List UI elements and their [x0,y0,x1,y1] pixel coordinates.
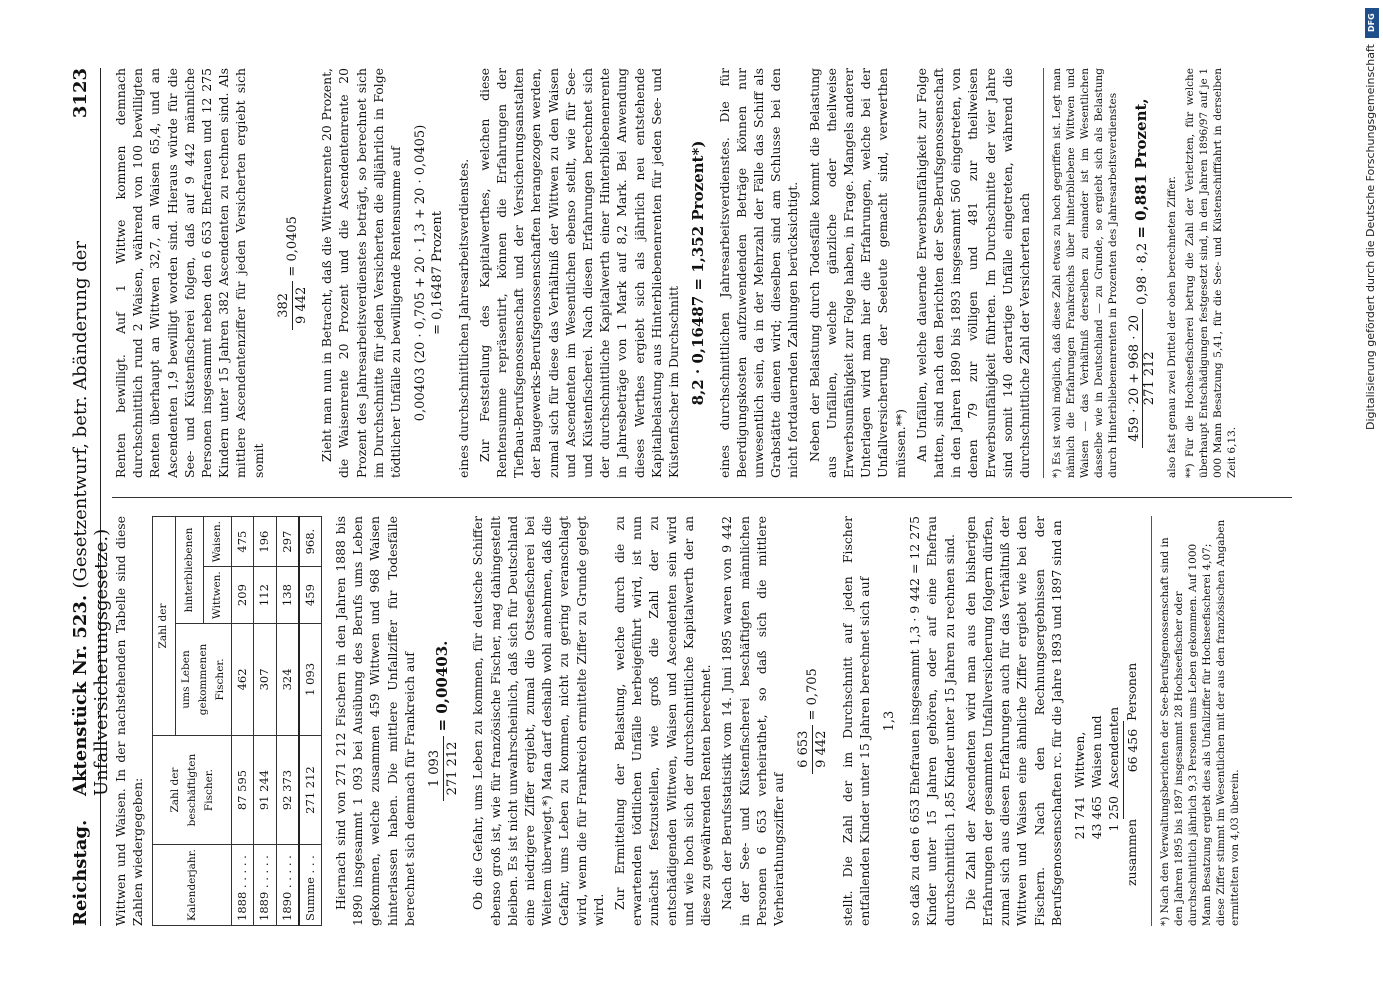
paragraph: eines durchschnittlichen Jahresarbeitsverdienstes. [455,158,471,478]
footnote [1043,68,1239,478]
table-row [254,517,276,926]
header-reichstag: Reichstag. [70,819,91,926]
footnote: *) Nach den Verwaltungsberichten der See-Berufsgenossenschaft sind in den Jahren 1895 bis 1897 insgesammt 28 Hochseefischer oder durchschnittlich jährlich 9,3 Personen ums Leben gekommen. Auf 1000 Mann Besatzung ergiebt dies als Unfallziffer für Hochseefischerei 4,07; diese Ziffer stimmt im Wesentlichen mit der aus den französischen Angaben ermittelten von 4,03 überein. [1151,516,1242,926]
table-row [276,517,299,926]
paragraph: so daß zu den 6 653 Ehefrauen insgesammt 1,3 · 9 442 = 12 275 Kinder unter 15 Jahren gehören, oder auf eine Ehefrau durchschnittlich 1,85 Kinder unter 15 Jahren zu rechnen sind. [907,516,957,926]
cell-employed: 92 373 [276,735,299,844]
denominator: 271 212 [445,741,461,796]
list-item-label: Wittwen, [1071,731,1087,788]
fishermen-statistics-table [152,516,322,926]
fraction [426,736,461,802]
denominator: 271 212 [1142,351,1158,406]
paragraph: An Unfällen, welche dauernde Erwerbsunfähigkeit zur Folge hatten, sind nach den Berichten der See-Berufsgenossenschaft in den Jahren 1890 bis 1893 insgesammt 560 eingetreten, von denen 79 zur völligen und 481 zur theilweisen Erwerbsunfähigkeit führten. Im Durchschnitte der vier Jahre sind somit 140 derartige Unfälle eingetreten, während die durchschnittliche Zahl der Versicherten nach [913,68,1032,478]
table-header-widows: Wittwen. [203,567,231,624]
list-total-label: zusammen [1123,818,1139,886]
table-header-group: Zahl der [153,517,175,736]
cell-year: 1888 . . . . . [232,845,254,926]
numerator: 382 [275,281,293,330]
table-header-orphans: Waisen. [203,517,231,567]
footnote-text: **) Für die Hochseefischerei betrug die Zahl der Verletzten, für welche überhaupt Entschädigungen festgesetzt sind, in den Jahren 1896/97 auf je 1 000 Mann Besatzung 5,41, für die See- und Küstenschifffahrt in derselben Zeit 6,13. [1184,68,1239,478]
formula-capital-burden: 8,2 · 0,16487 = 1,352 Prozent*) [689,140,708,406]
header-title [70,68,112,796]
paragraph: Hiernach sind von 271 212 Fischern in den Jahren 1888 bis 1890 insgesammt 1 093 bei Ausübung des Berufs ums Leben gekommen, welche zusammen 459 Wittwen und 968 Waisen hinterlassen haben. Die mittlere Unfallziffer für Todesfälle berechnet sich demnach für Frankreich auf [333,516,417,926]
list-total-unit: Personen [1123,662,1139,721]
list-item [1105,516,1122,886]
fraction [795,725,830,774]
cell-orphans: 196 [254,517,276,567]
paragraph: Zur Ermittelung der Belastung, welche durch die zu erwartenden tödtlichen Unfälle herbeigeführt wird, ist nun zunächst festzustellen, wie groß die Zahl der zu entschädigenden Wittwen, Waisen und Ascendenten sein wird und wie hoch sich der durchschnittliche Kapitalwerth der an diese zu gewährenden Renten berechnet. [612,516,714,926]
formula-result: = 0,00403. [433,640,452,732]
list-item [1071,516,1088,886]
paragraph: Zur Feststellung des Kapitalwerthes, welchen diese Rentensumme repräsentirt, können die Erfahrungen der Tiefbau-Berufsgenossenschaft und der Versicherungsanstalten der Baugewerks-Berufsgenossenschaften herangezogen werden, zumal sich für diese das Verhältniß der Wittwen zu den Waisen und Ascendenten im Wesentlichen ebenso stellt, wie für See- und Küstenfischerei. Nach diesen Erfahrungen berechnet sich der durchschnittliche Kapitalwerth einer Hinterbliebenenrente in Jahresbeträge von 1 Mark auf 8,2 Mark. Bei Anwendung dieses Werthes ergiebt sich als jährlich neu entstehende Kapitalbelastung aus Hinterbliebenenrenten für jeden See- und Küstenfischer im Durchschnitt [476,68,682,478]
formula-result: = 0,705 [805,668,821,721]
formula-result: = 0,0405 [285,216,301,277]
cell-employed: 91 244 [254,735,276,844]
column-divider [112,497,1292,498]
list-item-label: Waisen und [1089,715,1105,788]
paragraph: Zieht man nun in Betracht, daß die Wittwenrente 20 Prozent, die Waisenrente 20 Prozent und die Ascendentenrente 20 Prozent des Jahresarbeitsverdienstes beträgt, so berechnet sich im Durchschnitte für jeden Versicherten die alljährlich in Folge tödtlicher Unfälle zu bewilligende Rentensumme auf [319,68,404,478]
formula-marriage-rate [795,516,830,926]
paragraph: Renten bewilligt. Auf 1 Wittwe kommen demnach durchschnittlich rund 2 Waisen, während von 100 bewilligten Renten überhaupt an Wittwen 32,7, an Waisen 65,4, und an Ascendenten 1,9 bewilligt worden sind. Hieraus würde für die See- und Küstenfischerei folgen, daß auf 9 442 männliche Personen insgesammt neben den 6 653 Ehefrauen und 12 275 Kindern unter 15 Jahren 382 Ascendenten zu rechnen sind. Als mittlere Ascendentenziffer für jeden Versicherten ergiebt sich somit [113,68,266,478]
table-header-employed: Zahl der beschäftigten Fischer. [153,735,232,844]
table-header-killed: ums Leben gekommenen Fischer. [175,623,232,735]
table-row [232,517,254,926]
header-subtitle: (Gesetzentwurf, betr. Abänderung der Unfallversicherungsgesetze.) [70,241,112,796]
paragraph: Ob die Gefahr, ums Leben zu kommen, für deutsche Schiffer ebenso groß ist, wie für französische Fischer, mag dahingestellt bleiben. Es ist nicht unwahrscheinlich, daß sich für Deutschland eine niedrigere Ziffer ergiebt, zumal die Ostseefischerei bei Weitem überwiegt.*) Man darf deshalb wohl annehmen, daß die Gefahr, ums Leben zu kommen, nicht zu gering veranschlagt wird, wenn die für Frankreich ermittelte Ziffer zu Grunde gelegt wird. [470,516,606,926]
header-document-number: Aktenstück Nr. 523. [70,594,91,796]
cell-year: 1890 . . . . . [276,845,299,926]
table-header-year: Kalenderjahr. [153,845,232,926]
digitization-credit: Digitalisierung gefördert durch die Deutsche Forschungsgemeinschaft [1364,44,1377,430]
fraction [275,281,310,330]
formula-children: 1,3 [881,710,897,732]
formula-mid-value: 0,98 [1135,275,1151,305]
formula-accident-rate [426,516,461,926]
list-item [1088,516,1105,886]
dfg-logo: DFG [1365,8,1379,38]
page-content [64,68,1319,926]
cell-widows: 112 [254,567,276,624]
numerator: 459 · 20 + 968 · 20 [1128,309,1143,448]
cell-orphans: 475 [232,517,254,567]
list-item-number: 1 250 [1106,796,1122,832]
cell-sum-killed: 1 093 [299,623,322,735]
cell-sum-widows: 459 [299,567,322,624]
cell-sum-label: Summe . . . [299,845,322,926]
formula-expression: 0,00403 (20 · 0,705 + 20 · 1,3 + 20 · 0,0405) [413,124,429,422]
formula-rent-sum [412,68,446,478]
right-column [112,68,1307,478]
cell-orphans: 297 [276,517,299,567]
cell-sum-employed: 271 212 [299,735,322,844]
page-header [64,68,112,926]
cell-widows: 138 [276,567,299,624]
paragraph: eines durchschnittlichen Jahresarbeitsverdienstes. Die für Beerdigungskosten aufzuwendenden Beträge können nur unwesentlich sein, da in der Mehrzahl der Fälle das Schiff als Grabstätte dienen wird; dieselben sind am Schlusse bei den nicht fortdauernden Zahlungen berücksichtigt. [716,68,801,478]
list-item-label: Ascendenten [1106,706,1122,788]
paragraph: Nach der Berufsstatistik vom 14. Juni 1895 waren von 9 442 in der See- und Küstenfischerei beschäftigten männlichen Personen 6 653 verheirathet, so daß sich die mittlere Verheirathungsziffer auf [719,516,786,926]
formula-result: = 0,16487 Prozent [430,211,446,335]
list-item-number: 43 465 [1089,796,1105,840]
list-item-number: 21 741 [1071,796,1087,840]
left-column [112,516,1307,926]
numerator: 6 653 [795,725,813,774]
table-header-survivors: hinterbliebenen [175,517,203,624]
paragraph: Die Zahl der Ascendenten wird man aus den bisherigen Erfahrungen der gesammten Unfallversicherung folgern dürfen, zumal sich aus diesen Erfahrungen auch für das Verhältniß der Wittwen und Waisen eine ähnliche Ziffer ergiebt wie bei den Fischern. Nach den Rechnungsergebnissen der Berufsgenossenschaften rc. für die Jahre 1893 und 1897 sind an [962,516,1064,926]
cell-sum-orphans: 968. [299,517,322,567]
intro-paragraph: Wittwen und Waisen. In der nachstehenden Tabelle sind diese Zahlen wiedergegeben: [113,516,146,926]
numerator: 1 093 [426,736,444,802]
footnote-text: also fast genau zwei Drittel der oben berechneten Ziffer. [1166,176,1179,478]
denominator: 9 442 [814,730,830,768]
fraction [1128,309,1157,448]
denominator: 9 442 [294,286,310,324]
cell-killed: 307 [254,623,276,735]
cell-employed: 87 595 [232,735,254,844]
table-sum-row [299,517,322,926]
list-total-number: 66 456 [1123,721,1141,819]
paragraph: Neben der Belastung durch Todesfälle kommt die Belastung aus Unfällen, welche gänzliche oder theilweise Erwerbsunfähigkeit zur Folge haben, in Frage. Mangels anderer Unterlagen wird man hier die Erfahrungen, welche bei der Unfallversicherung der Seeleute gemacht sind, verwerthen müssen.**) [806,68,908,478]
cell-widows: 209 [232,567,254,624]
footnote-text: *) Es ist wohl möglich, daß diese Zahl etwas zu hoch gegriffen ist. Legt man nämlich die Erfahrungen Frankreichs über hinterbliebene Wittwen und Waisen — das Verhältniß derselben zu einander ist im Wesentlichen dasselbe wie in Deutschland — zu Grunde, so ergiebt sich als Belastung durch Hinterbliebenenrenten in Prozenten des Jahresarbeitsverdienstes [1051,68,1120,478]
cell-killed: 462 [232,623,254,735]
paragraph: stellt. Die Zahl der im Durchschnitt auf jeden Fischer entfallenden Kinder unter 15 Jahren berechnet sich auf [839,516,872,926]
formula-result: = 0,881 Prozent, [1132,98,1151,239]
dependents-sum-list [1071,516,1141,886]
list-total [1123,516,1141,886]
formula-ascendent-rate [275,68,310,478]
cell-year: 1889 . . . . . [254,845,276,926]
cell-killed: 324 [276,623,299,735]
page-number: 3123 [70,68,91,119]
formula-multiplier: · 8,2 [1135,242,1151,272]
footnote-formula [1128,68,1157,478]
